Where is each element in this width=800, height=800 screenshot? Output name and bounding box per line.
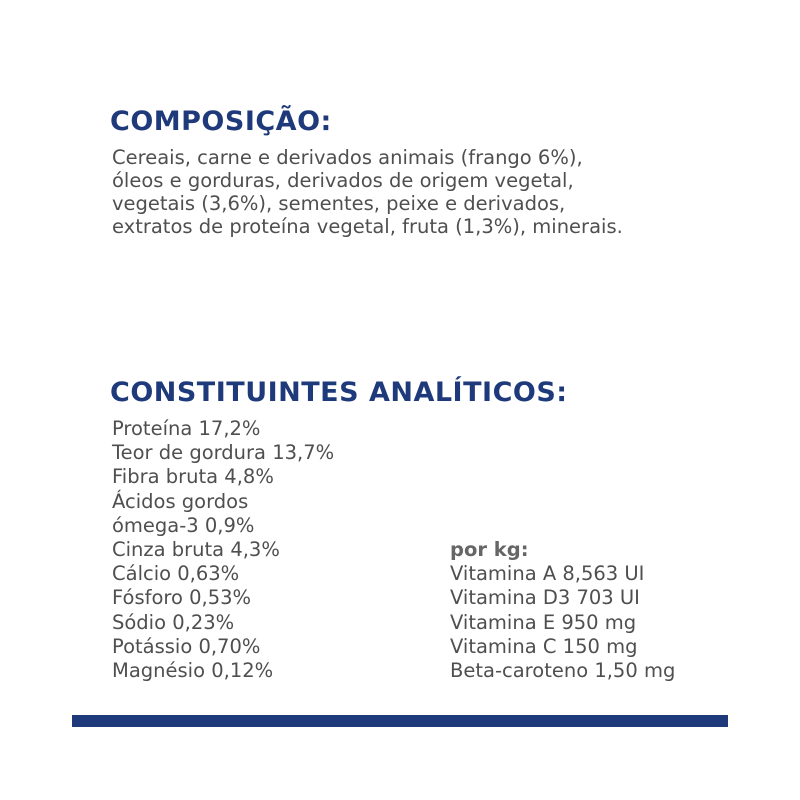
- constituent-item: Cálcio 0,63%: [112, 562, 240, 586]
- composition-line: extratos de proteína vegetal, fruta (1,3%), minerais.: [112, 215, 623, 238]
- vitamin-item: Beta-caroteno 1,50 mg: [450, 659, 676, 683]
- per-kg-heading: por kg:: [450, 538, 529, 561]
- composition-heading: COMPOSIÇÃO:: [110, 106, 332, 137]
- vitamin-item: Vitamina D3 703 UI: [450, 586, 640, 610]
- constituent-item: Cinza bruta 4,3%: [112, 538, 280, 562]
- per-kg-list: [450, 538, 675, 683]
- analytical-constituents-list: [112, 417, 334, 683]
- constituent-item: Proteína 17,2%: [112, 417, 261, 440]
- composition-line: óleos e gorduras, derivados de origem vegetal,: [112, 169, 574, 192]
- analytical-constituents-heading: CONSTITUINTES ANALÍTICOS:: [110, 377, 568, 408]
- composition-line: vegetais (3,6%), sementes, peixe e derivados,: [112, 192, 566, 215]
- constituent-item: Ácidos gordos: [112, 489, 249, 513]
- vitamin-item: Vitamina E 950 mg: [450, 610, 637, 634]
- constituent-item: Sódio 0,23%: [112, 610, 235, 634]
- constituent-item: Fósforo 0,53%: [112, 586, 252, 610]
- composition-text: [112, 146, 752, 238]
- bottom-divider-bar: [72, 715, 728, 727]
- constituent-item: Fibra bruta 4,8%: [112, 465, 274, 489]
- constituent-item: Teor de gordura 13,7%: [112, 441, 335, 465]
- constituent-item: ómega-3 0,9%: [112, 513, 255, 537]
- vitamin-item: Vitamina A 8,563 UI: [450, 562, 645, 586]
- composition-line: Cereais, carne e derivados animais (frango 6%),: [112, 146, 583, 169]
- constituent-item: Potássio 0,70%: [112, 634, 261, 658]
- constituent-item: Magnésio 0,12%: [112, 659, 274, 683]
- vitamin-item: Vitamina C 150 mg: [450, 634, 638, 658]
